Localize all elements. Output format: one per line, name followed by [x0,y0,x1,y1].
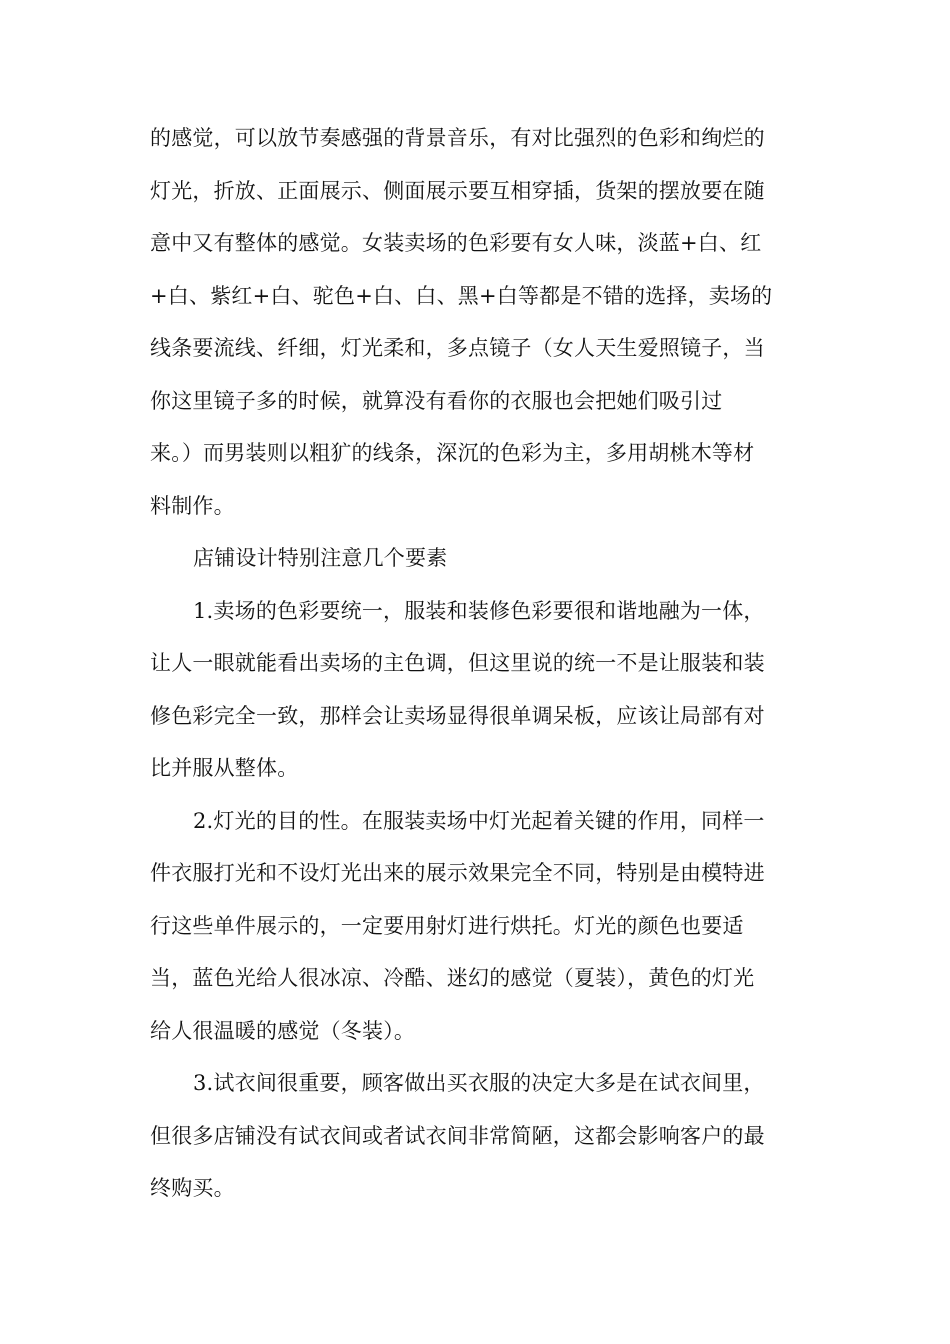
paragraph-section-heading [150,532,810,585]
text-line: 料制作。 [150,493,235,518]
text-line: 意中又有整体的感觉。女装卖场的色彩要有女人味，淡蓝+白、红 [150,231,762,255]
text-line: 件衣服打光和不设灯光出来的展示效果完全不同，特别是由模特进 [150,861,765,885]
text-line: 当，蓝色光给人很冰凉、冷酷、迷幻的感觉（夏装），黄色的灯光 [150,966,755,990]
text-line: 店铺设计特别注意几个要素 [193,546,448,570]
text-line: 3.试衣间很重要，顾客做出买衣服的决定大多是在试衣间里， [193,1071,765,1095]
paragraph-point-2 [150,795,810,1058]
text-line: 修色彩完全一致，那样会让卖场显得很单调呆板，应该让局部有对 [150,703,765,728]
text-line: 1.卖场的色彩要统一，服装和装修色彩要很和谐地融为一体， [193,598,765,623]
paragraph-point-1 [150,585,810,795]
paragraph-intro-continued [150,112,810,532]
text-line: 你这里镜子多的时候，就算没有看你的衣服也会把她们吸引过 [150,388,723,413]
text-line: 2.灯光的目的性。在服装卖场中灯光起着关键的作用，同样一 [193,808,765,833]
text-line: 线条要流线、纤细，灯光柔和，多点镜子（女人天生爱照镜子，当 [150,336,765,360]
text-line: +白、紫红+白、驼色+白、白、黑+白等都是不错的选择，卖场的 [150,283,773,308]
text-line: 行这些单件展示的，一定要用射灯进行烘托。灯光的颜色也要适 [150,913,744,938]
text-line: 来。）而男装则以粗犷的线条，深沉的色彩为主，多用胡桃木等材 [150,441,755,465]
text-line: 给人很温暖的感觉（冬装）。 [150,1018,416,1043]
text-line: 让人一眼就能看出卖场的主色调，但这里说的统一不是让服装和装 [150,651,765,675]
text-line: 灯光，折放、正面展示、侧面展示要互相穿插，货架的摆放要在随 [150,178,765,203]
text-line: 的感觉，可以放节奏感强的背景音乐，有对比强烈的色彩和绚烂的 [150,126,765,150]
document-body [150,112,810,1215]
text-line: 终购买。 [150,1176,235,1200]
paragraph-point-3 [150,1057,810,1215]
text-line: 但很多店铺没有试衣间或者试衣间非常简陋，这都会影响客户的最 [150,1123,765,1148]
text-line: 比并服从整体。 [150,756,299,780]
